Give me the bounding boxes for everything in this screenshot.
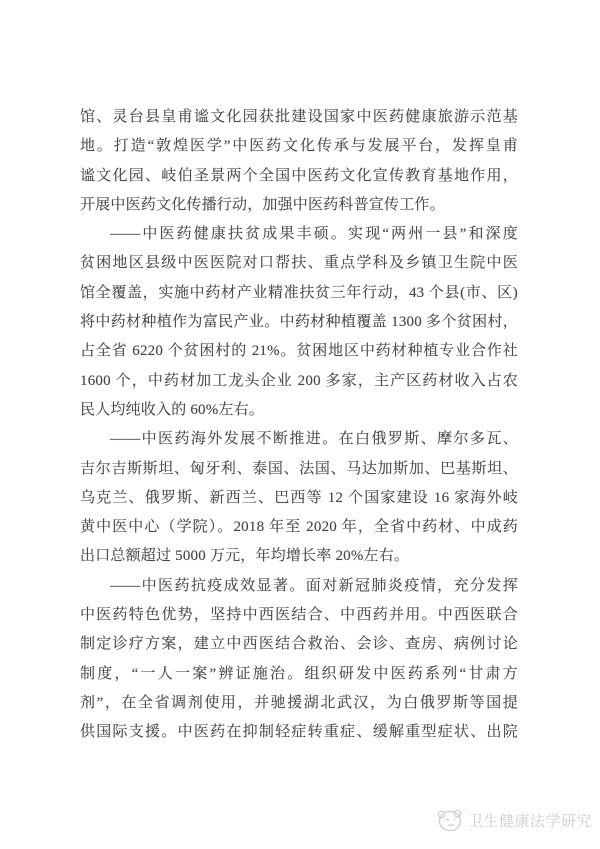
text-line: ——中医药抗疫成效显著。面对新冠肺炎疫情，充分发挥 — [110, 577, 518, 594]
text-line: 将中药材种植作为富民产业。中药材种植覆盖 1300 多个贫困村， — [80, 314, 518, 331]
text-line: 乌克兰、俄罗斯、新西兰、巴西等 12 个国家建设 16 家海外岐 — [80, 489, 518, 506]
text-line: 开展中医药文化传播行动，加强中医药科普宣传工作。 — [80, 196, 445, 213]
text-line: ——中医药海外发展不断推进。在白俄罗斯、摩尔多瓦、 — [110, 431, 518, 448]
text-line: 贫困地区县级中医医院对口帮扶、重点学科及乡镇卫生院中医 — [80, 255, 518, 272]
text-line: ——中医药健康扶贫成果丰硕。实现“两州一县”和深度 — [110, 226, 518, 243]
text-line: 谧文化园、岐伯圣景两个全国中医药文化宣传教育基地作用， — [80, 167, 518, 184]
text-line: 剂”，在全省调剂使用，并驰援湖北武汉，为白俄罗斯等国提 — [80, 694, 518, 711]
mascot-face-icon — [436, 808, 463, 832]
text-line: 吉尔吉斯斯坦、匈牙利、泰国、法国、马达加斯加、巴基斯坦、 — [80, 460, 518, 477]
text-line: 制定诊疗方案，建立中西医结合救治、会诊、查房、病例讨论 — [80, 636, 518, 653]
text-line: 中医药特色优势，坚持中西医结合、中西药并用。中西医联合 — [80, 607, 518, 624]
text-line: 出口总额超过 5000 万元，年均增长率 20%左右。 — [80, 548, 410, 565]
text-line: 供国际支援。中医药在抑制轻症转重症、缓解重型症状、出院 — [80, 724, 518, 741]
watermark — [436, 808, 592, 832]
text-line: 民人均纯收入的 60%左右。 — [80, 401, 265, 418]
text-line: 占全省 6220 个贫困村的 21%。贫困地区中药材种植专业合作社 — [80, 343, 518, 360]
text-line: 制度，“一人一案”辨证施治。组织研发中医药系列“甘肃方 — [80, 665, 518, 682]
text-line: 地。打造“敦煌医学”中医药文化传承与发展平台，发挥皇甫 — [80, 138, 518, 155]
text-line: 黄中医中心（学院）。2018 年至 2020 年，全省中药材、中成药 — [80, 519, 518, 536]
watermark-text: 卫生健康法学研究 — [468, 813, 593, 830]
text-line: 1600 个，中药材加工龙头企业 200 多家，主产区药材收入占农 — [80, 372, 518, 389]
text-line: 馆全覆盖，实施中药材产业精准扶贫三年行动，43 个县(市、区) — [80, 284, 518, 301]
text-line: 馆、灵台县皇甫谧文化园获批建设国家中医药健康旅游示范基 — [80, 109, 518, 125]
document-body — [80, 103, 518, 748]
